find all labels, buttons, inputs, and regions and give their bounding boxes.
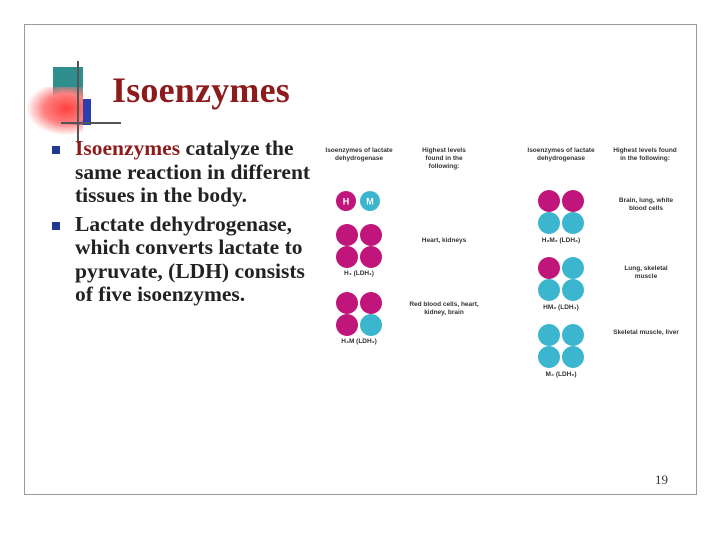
ldh2-molecule: [334, 292, 384, 336]
decor-vertical-line: [77, 61, 79, 143]
bullet-highlight: Isoenzymes: [75, 136, 181, 160]
ldh1-molecule: [334, 224, 384, 268]
h-subunit: [336, 246, 358, 268]
left-header-levels: Highest levels found in the following:: [422, 147, 466, 170]
m-subunit: [562, 279, 584, 301]
bullet-square-icon: [52, 222, 60, 230]
h-subunit: [336, 314, 358, 336]
left-header-isoenzymes: Isoenzymes of lactate dehydrogenase: [325, 147, 393, 162]
slide: [24, 24, 697, 495]
bullet-text: Lactate dehydrogenase, which converts lactate to pyruvate, (LDH) consists of five isoenzymes.: [75, 211, 305, 306]
h-subunit: [360, 292, 382, 314]
ldh5-name: M₄ (LDH₅): [545, 371, 577, 378]
ldh1-tissue: Heart, kidneys: [421, 237, 467, 244]
slide-title: Isoenzymes: [112, 70, 290, 110]
m-subunit: [562, 324, 584, 346]
ldh5-molecule: [536, 324, 586, 368]
ldh3-tissue: Brain, lung, white blood cells: [618, 197, 674, 212]
ldh1-name: H₄ (LDH₁): [344, 270, 374, 277]
h-subunit: [538, 257, 560, 279]
ldh2-name: H₃M (LDH₂): [341, 338, 377, 345]
m-subunit: [538, 324, 560, 346]
subunit-m-text: M: [366, 196, 374, 207]
bullet-list: [45, 137, 315, 312]
m-subunit: [538, 346, 560, 368]
m-subunit: [360, 314, 382, 336]
h-subunit: [360, 224, 382, 246]
bullet-text: catalyze the same reaction in different tissues in the body.: [75, 136, 311, 207]
h-subunit: [336, 292, 358, 314]
m-subunit: [538, 212, 560, 234]
decor-red-glow: [27, 87, 83, 135]
subunit-legend: [335, 190, 387, 212]
bullet-item: [45, 137, 315, 208]
ldh4-tissue: Lung, skeletal muscle: [624, 265, 668, 280]
ldh4-name: HM₃ (LDH₄): [543, 304, 579, 311]
ldh3-molecule: [536, 190, 586, 234]
ldh5-tissue: Skeletal muscle, liver: [613, 329, 679, 336]
right-header-isoenzymes: Isoenzymes of lactate dehydrogenase: [527, 147, 595, 162]
h-subunit: [336, 224, 358, 246]
h-subunit: [360, 246, 382, 268]
m-subunit: [538, 279, 560, 301]
ldh3-name: H₂M₂ (LDH₃): [541, 237, 581, 244]
h-subunit: [562, 190, 584, 212]
h-subunit: [538, 190, 560, 212]
subunit-h-text: H: [342, 196, 350, 207]
ldh2-tissue: Red blood cells, heart, kidney, brain: [409, 301, 479, 316]
m-subunit: [562, 212, 584, 234]
right-header-levels: Highest levels found in the following:: [613, 147, 677, 162]
page-number: 19: [655, 472, 668, 487]
decor-horizontal-line: [61, 122, 121, 124]
bullet-square-icon: [52, 146, 60, 154]
bullet-item: [45, 213, 315, 307]
ldh4-molecule: [536, 257, 586, 301]
m-subunit: [562, 257, 584, 279]
m-subunit: [562, 346, 584, 368]
